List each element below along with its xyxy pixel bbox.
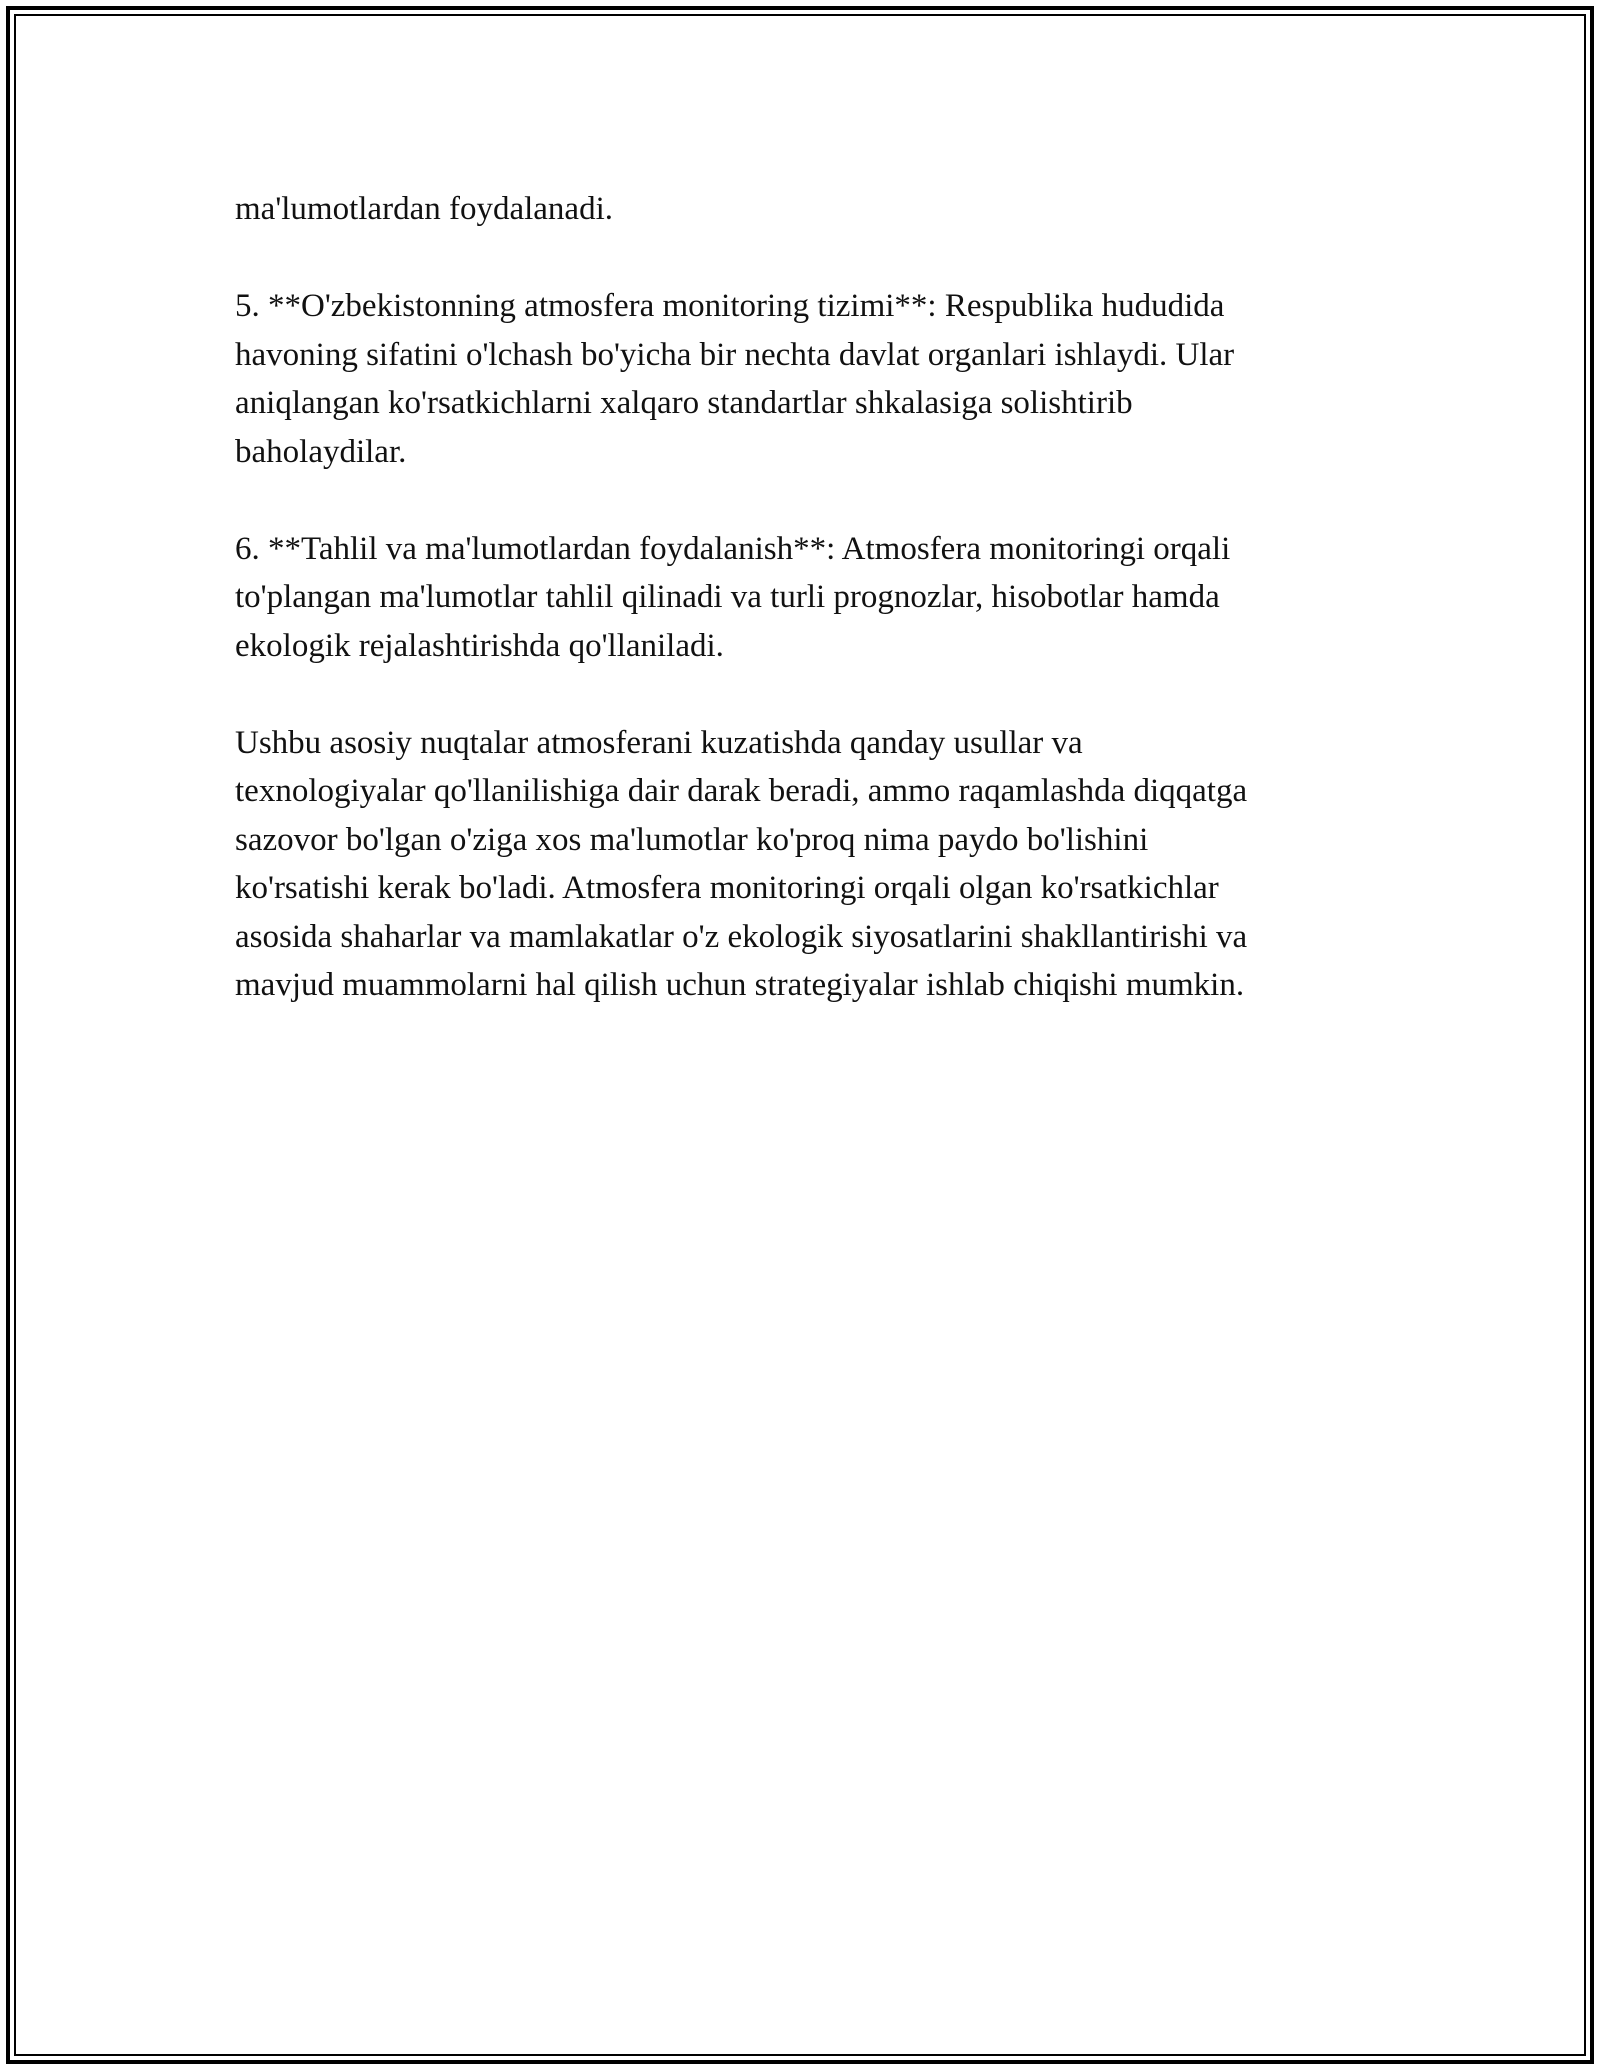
- paragraph-item-5: 5. **O'zbekistonning atmosfera monitoring tizimi**: Respublika hududida havoning sifatini o'lchash bo'yicha bir nechta davlat organlari ishlaydi. Ular aniqlangan ko'rsatkichlarni xalqaro standartlar shkalasiga solishtirib baholaydilar.: [235, 288, 1235, 470]
- paragraph-conclusion: Ushbu asosiy nuqtalar atmosferani kuzatishda qanday usullar va texnologiyalar qo'llanilishiga dair darak beradi, ammo raqamlashda diqqatga sazovor bo'lgan o'ziga xos ma'lumotlar ko'proq nima paydo bo'lishini ko'rsatishi kerak bo'ladi. Atmosfera monitoringi orqali olgan ko'rsatkichlar asosida shaharlar va mamlakatlar o'z ekologik siyosatlarini shakllantirishi va mavjud muammolarni hal qilish uchun strategiyalar ishlab chiqishi mumkin.: [235, 724, 1248, 1003]
- page-body: [235, 185, 1385, 1058]
- paragraph-item-6: 6. **Tahlil va ma'lumotlardan foydalanish**: Atmosfera monitoringi orqali to'plangan ma'lumotlar tahlil qilinadi va turli prognozlar, hisobotlar hamda ekologik rejalashtirishda qo'llaniladi.: [235, 530, 1231, 664]
- paragraph-continuation: ma'lumotlardan foydalanadi.: [235, 191, 613, 227]
